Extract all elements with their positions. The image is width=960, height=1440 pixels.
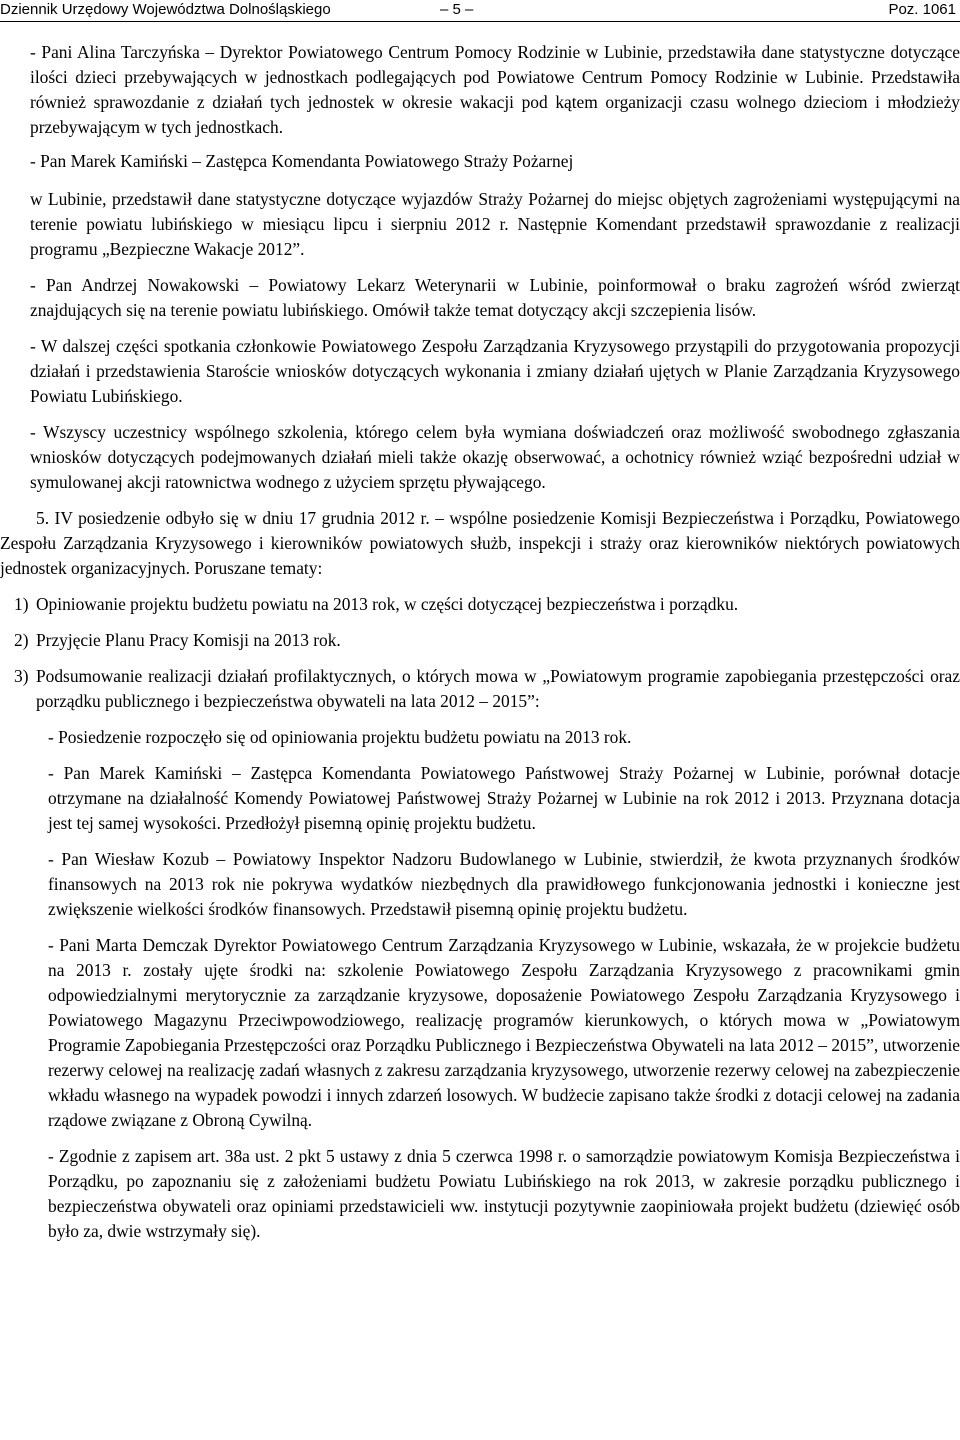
document-body <box>0 40 960 1244</box>
list-item-number: 1) <box>14 594 29 614</box>
sub-paragraph-demczak: - Pani Marta Demczak Dyrektor Powiatowego Centrum Zarządzania Kryzysowego w Lubinie, wskazała, że w projekcie budżetu na 2013 r. zostały ujęte środki na: szkolenie Powiatowego Zespołu Zarządzania Kryzysowego z pracownikami gmin odpowiedzialnymi merytorycznie za zarządzanie kryzysowe, doposażenie Powiatowego Zespołu Zarządzania Kryzysowego i Powiatowego Magazynu Przeciwpowodziowego, realizację programów kierunkowych, o których mowa w „Powiatowym Programie Zapobiegania Przestępczości oraz Porządku Publicznego i Bezpieczeństwa Obywateli na lata 2012 – 2015”, utworzenie rezerwy celowej na realizację zadań własnych z zakresu zarządzania kryzysowego, utworzenie rezerwy celowej na zabezpieczenie wkładu własnego na wypadek powodzi i innych zdarzeń losowych. W budżecie zapisano także środki z dotacji celowej na zadania rządowe związane z Obroną Cywilną. <box>48 935 960 1130</box>
sub-paragraph-opening: - Posiedzenie rozpoczęło się od opiniowania projektu budżetu powiatu na 2013 rok. <box>48 727 632 747</box>
list-item <box>14 592 960 617</box>
paragraph-kaminski-heading: - Pan Marek Kamiński – Zastępca Komendanta Powiatowego Straży Pożarnej <box>30 151 574 171</box>
list-item-text: Podsumowanie realizacji działań profilaktycznych, o których mowa w „Powiatowym programie zapobiegania przestępczości oraz porządku publicznego i bezpieczeństwa obywateli na lata 2012 – 2015”: <box>36 666 960 711</box>
paragraph-tarczynska: - Pani Alina Tarczyńska – Dyrektor Powiatowego Centrum Pomocy Rodzinie w Lubinie, przedstawiła dane statystyczne dotyczące ilości dzieci przebywających w jednostkach podlegających pod Powiatowe Centrum Pomocy Rodzinie w Lubinie. Przedstawiła również sprawozdanie z działań tych jednostek w okresie wakacji pod kątem organizacji czasu wolnego dzieciom i młodzieży przebywającym w tych jednostkach. <box>30 42 960 137</box>
paragraph-nowakowski: - Pan Andrzej Nowakowski – Powiatowy Lekarz Weterynarii w Lubinie, poinformował o braku zagrożeń wśród zwierząt znajdujących się na terenie powiatu lubińskiego. Omówił także temat dotyczący akcji szczepienia lisów. <box>30 275 960 320</box>
list-item <box>14 664 960 714</box>
paragraph-fourth-meeting: 5. IV posiedzenie odbyło się w dniu 17 grudnia 2012 r. – wspólne posiedzenie Komisji Bezpieczeństwa i Porządku, Powiatowego Zespołu Zarządzania Kryzysowego i kierowników powiatowych służb, inspekcji i straży oraz kierowników niektórych powiatowych jednostek organizacyjnych. Poruszane tematy: <box>0 508 960 578</box>
page-header <box>0 0 960 20</box>
sub-paragraph-commission-opinion: - Zgodnie z zapisem art. 38a ust. 2 pkt 5 ustawy z dnia 5 czerwca 1998 r. o samorządzie powiatowym Komisja Bezpieczeństwa i Porządku, po zapoznaniu się z założeniami budżetu Powiatu Lubińskiego na rok 2013, w zakresie porządku publicznego i bezpieczeństwa obywateli oraz opiniami przedstawicieli ww. instytucji pozytywnie zaopiniowała projekt budżetu (dziewięć osób było za, dwie wstrzymały się). <box>48 1146 960 1241</box>
journal-title: Dziennik Urzędowy Województwa Dolnośląskiego <box>0 1 331 18</box>
page-number: – 5 – <box>440 1 474 18</box>
list-item-text: Przyjęcie Planu Pracy Komisji na 2013 rok. <box>36 630 341 650</box>
sub-paragraph-kaminski: - Pan Marek Kamiński – Zastępca Komendanta Powiatowego Państwowej Straży Pożarnej w Lubinie, porównał dotacje otrzymane na działalność Komendy Powiatowej Państwowej Straży Pożarnej w Lubinie na rok 2012 i 2013. Przyznana dotacja jest tej samej wysokości. Przedłożył pisemną opinię projektu budżetu. <box>48 763 960 833</box>
paragraph-training: - Wszyscy uczestnicy wspólnego szkolenia, którego celem była wymiana doświadczeń oraz możliwość swobodnego zgłaszania wniosków dotyczących podejmowanych działań mieli także okazję obserwować, a ochotnicy również wziąć bezpośredni udział w symulowanej akcji ratownictwa wodnego z użyciem sprzętu pływającego. <box>30 422 960 492</box>
header-rule <box>0 21 960 22</box>
list-item-number: 2) <box>14 630 29 650</box>
paragraph-kaminski-body: w Lubinie, przedstawił dane statystyczne dotyczące wyjazdów Straży Pożarnej do miejsc objętych zagrożeniami występującymi na terenie powiatu lubińskiego w miesiącu lipcu i sierpniu 2012 r. Następnie Komendant przedstawił sprawozdanie z realizacji programu „Bezpieczne Wakacje 2012”. <box>30 189 960 259</box>
list-item-text: Opiniowanie projektu budżetu powiatu na 2013 rok, w części dotyczącej bezpieczeństwa i porządku. <box>36 594 739 614</box>
list-item-number: 3) <box>14 666 29 686</box>
list-item <box>14 628 960 653</box>
position-number: Poz. 1061 <box>888 1 956 18</box>
paragraph-team-actions: - W dalszej części spotkania członkowie Powiatowego Zespołu Zarządzania Kryzysowego przystąpili do przygotowania propozycji działań i przedstawienia Staroście wniosków dotyczących wykonania i zmiany działań ujętych w Planie Zarządzania Kryzysowego Powiatu Lubińskiego. <box>30 336 960 406</box>
sub-paragraph-kozub: - Pan Wiesław Kozub – Powiatowy Inspektor Nadzoru Budowlanego w Lubinie, stwierdził, że kwota przyznanych środków finansowych na 2013 rok nie pokrywa wydatków niezbędnych dla prawidłowego funkcjonowania jednostki i konieczne jest zwiększenie wielkości środków finansowych. Przedstawił pisemną opinię projektu budżetu. <box>48 849 960 919</box>
